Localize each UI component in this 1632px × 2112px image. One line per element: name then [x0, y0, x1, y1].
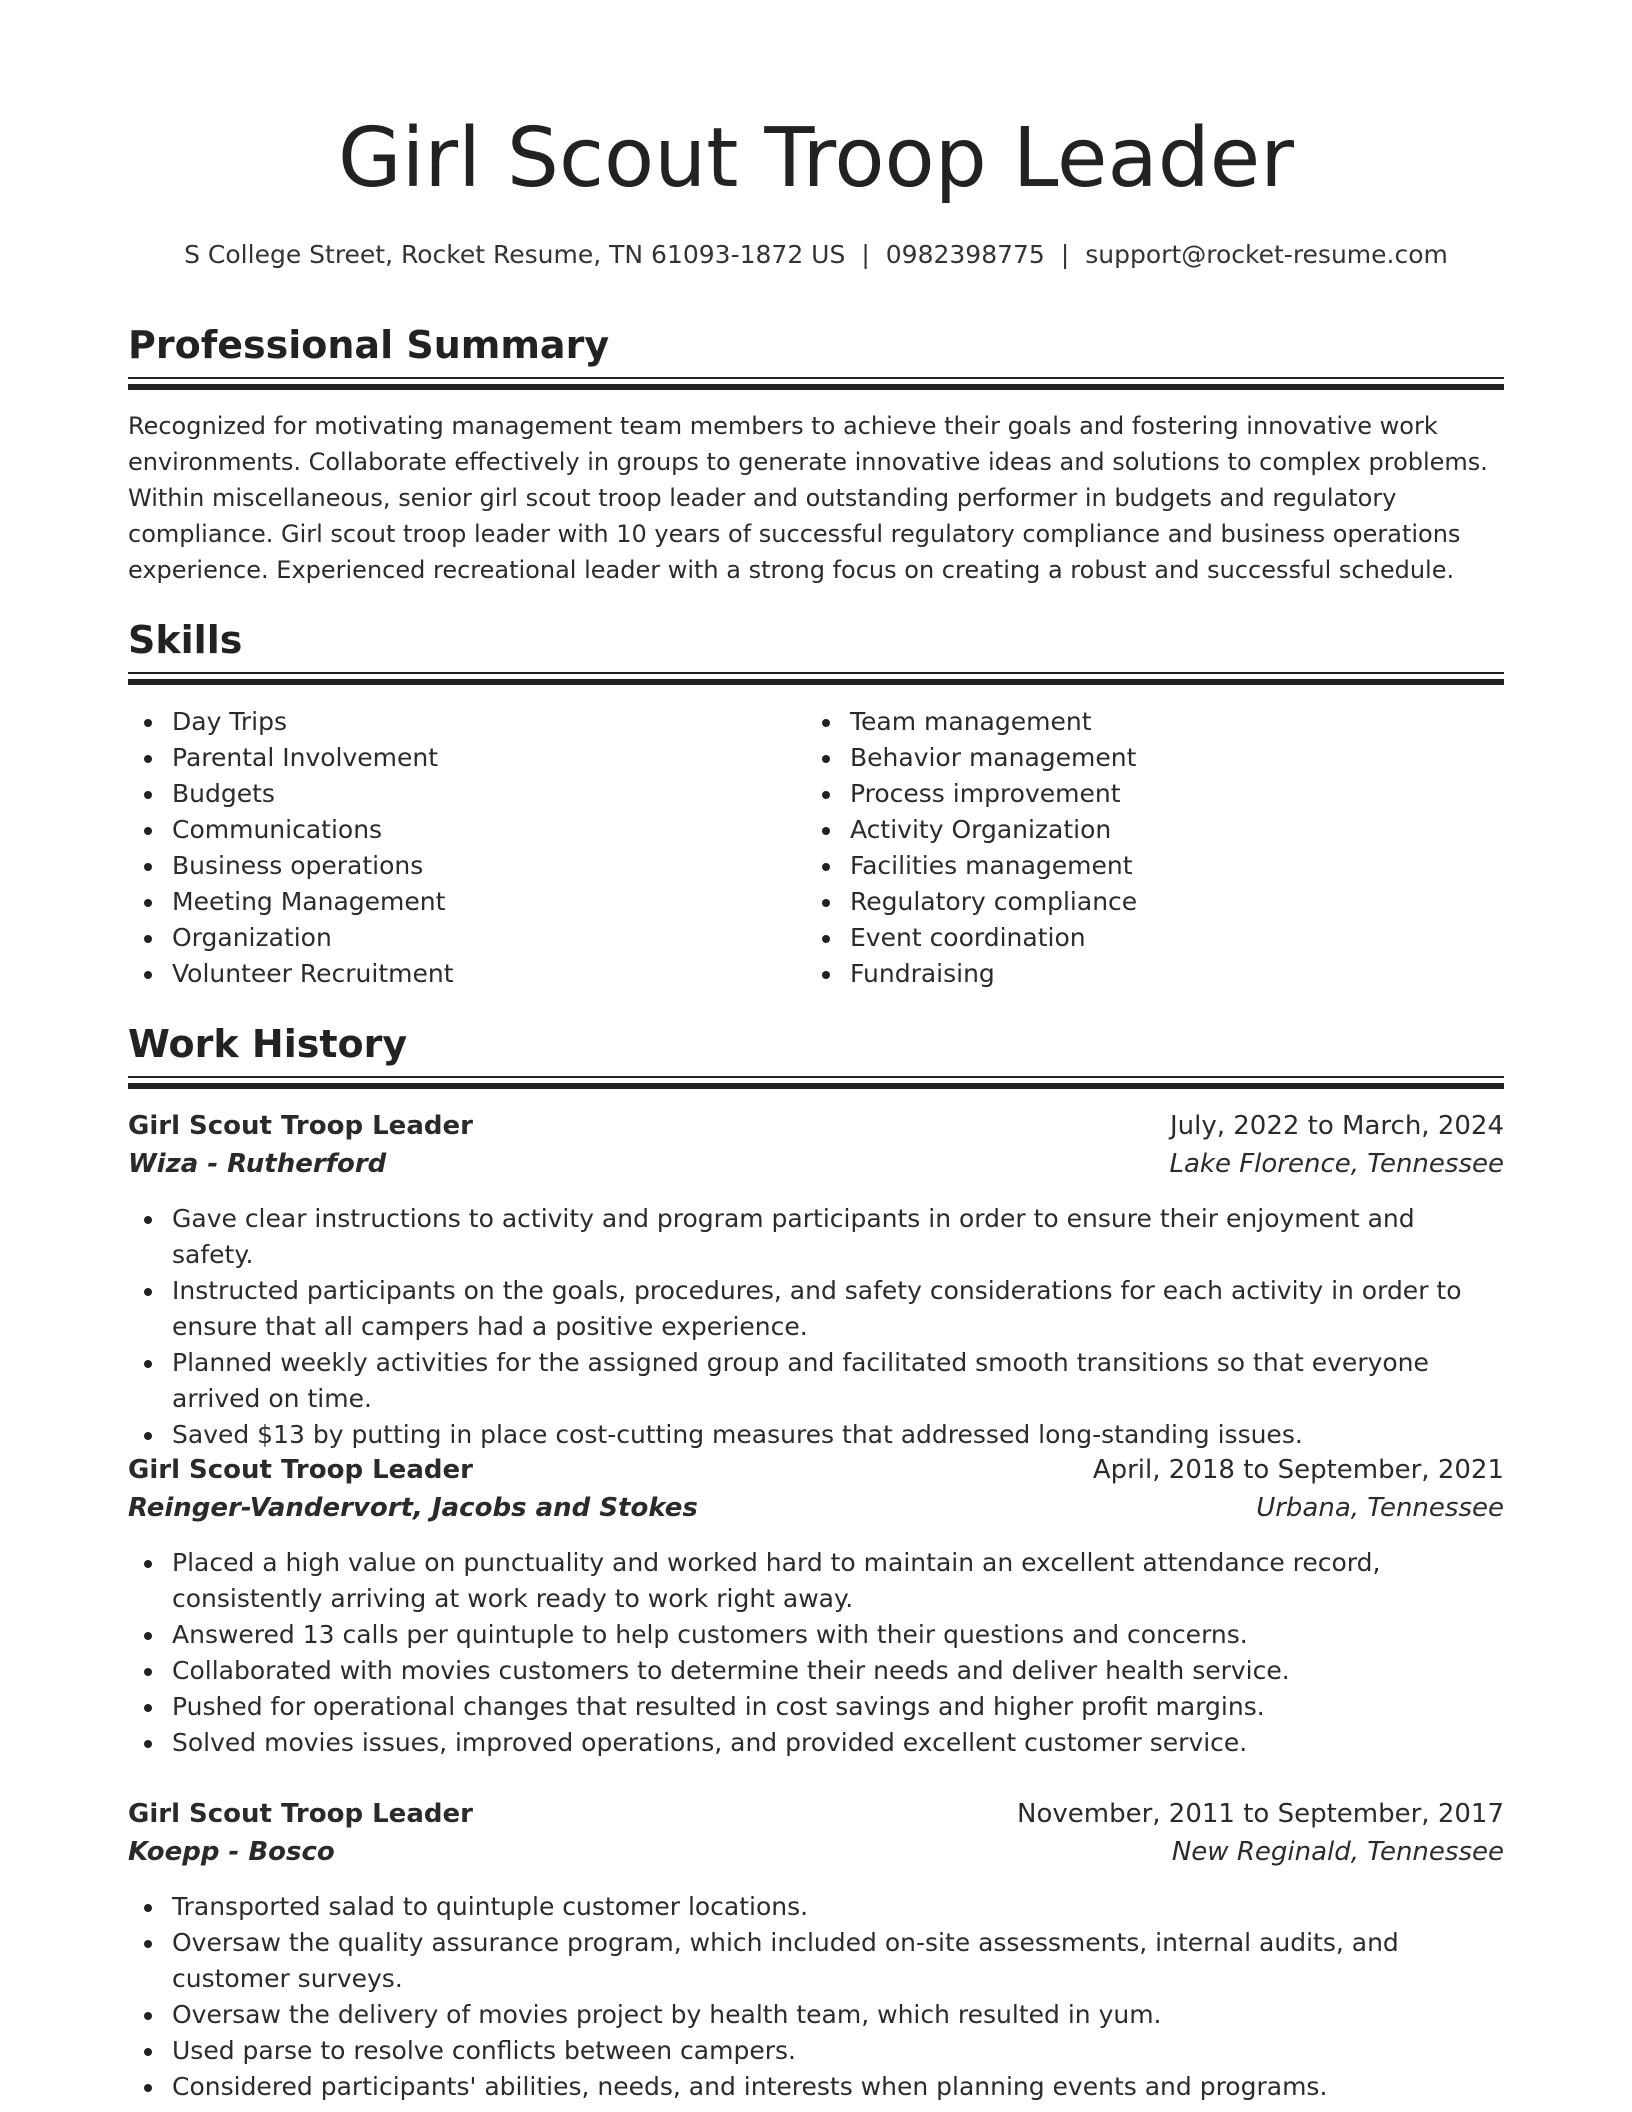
job-bullet: Planned weekly activities for the assigned group and facilitated smooth transitions so that everyone arrived on time.	[128, 1345, 1504, 1417]
skills-list-right	[806, 704, 1137, 992]
contact-separator: |	[1060, 240, 1070, 269]
job-dates: November, 2011 to September, 2017	[1017, 1799, 1504, 1829]
job-bullet: Placed a high value on punctuality and worked hard to maintain an excellent attendance record, consistently arriving at work ready to work right away.	[128, 1545, 1504, 1617]
skill-item: Activity Organization	[806, 812, 1137, 848]
section-title-work-history: Work History	[128, 1022, 408, 1066]
skill-item: Process improvement	[806, 776, 1137, 812]
job-dates: April, 2018 to September, 2021	[1092, 1455, 1504, 1485]
job-company: Wiza - Rutherford	[128, 1149, 387, 1179]
resume-name: Girl Scout Troop Leader	[338, 111, 1294, 206]
contact-email[interactable]: support@rocket-resume.com	[1085, 240, 1448, 269]
skill-item: Business operations	[128, 848, 454, 884]
section-title-skills: Skills	[128, 618, 243, 662]
skill-item: Facilities management	[806, 848, 1137, 884]
section-divider	[128, 377, 1504, 391]
skill-item: Meeting Management	[128, 884, 454, 920]
job-title: Girl Scout Troop Leader	[128, 1111, 473, 1141]
job-company: Koepp - Bosco	[128, 1837, 335, 1867]
skill-item: Behavior management	[806, 740, 1137, 776]
job-location: New Reginald, Tennessee	[1171, 1837, 1504, 1867]
section-title-summary: Professional Summary	[128, 323, 610, 367]
job-bullet: Gave clear instructions to activity and program participants in order to ensure their enjoyment and safety.	[128, 1201, 1504, 1273]
job-bullets	[128, 1889, 1504, 2105]
contact-separator: |	[861, 240, 870, 269]
job-location: Lake Florence, Tennessee	[1169, 1149, 1504, 1179]
job-title: Girl Scout Troop Leader	[128, 1455, 473, 1485]
job-bullet: Oversaw the delivery of movies project by health team, which resulted in yum.	[128, 1997, 1504, 2033]
skill-item: Parental Involvement	[128, 740, 454, 776]
job-bullets	[128, 1201, 1504, 1453]
job-bullets	[128, 1545, 1504, 1761]
job-bullet: Pushed for operational changes that resulted in cost savings and higher profit margins.	[128, 1689, 1504, 1725]
job-title: Girl Scout Troop Leader	[128, 1799, 473, 1829]
job-bullet: Oversaw the quality assurance program, which included on-site assessments, internal audits, and customer surveys.	[128, 1925, 1504, 1997]
skill-item: Fundraising	[806, 956, 1137, 992]
job-bullet: Saved $13 by putting in place cost-cutting measures that addressed long-standing issues.	[128, 1417, 1504, 1453]
job-bullet: Instructed participants on the goals, procedures, and safety considerations for each activity in order to ensure that all campers had a positive experience.	[128, 1273, 1504, 1345]
job-entry	[128, 1799, 1504, 2105]
job-location: Urbana, Tennessee	[1256, 1493, 1504, 1523]
job-dates: July, 2022 to March, 2024	[1169, 1111, 1504, 1141]
job-bullet: Collaborated with movies customers to determine their needs and deliver health service.	[128, 1653, 1504, 1689]
job-entry	[128, 1455, 1504, 1761]
skills-list-left	[128, 704, 454, 992]
contact-phone: 0982398775	[885, 240, 1045, 269]
section-divider	[128, 1076, 1504, 1090]
section-divider	[128, 672, 1504, 686]
skill-item: Team management	[806, 704, 1137, 740]
summary-text: Recognized for motivating management team members to achieve their goals and fostering innovative work environments. Collaborate effectively in groups to generate innovative ideas and solutions to complex problems. Within miscellaneous, senior girl scout troop leader and outstanding performer in budgets and regulatory compliance. Girl scout troop leader with 10 years of successful regulatory compliance and business operations experience. Experienced recreational leader with a strong focus on creating a robust and successful schedule.	[128, 412, 1488, 584]
skill-item: Regulatory compliance	[806, 884, 1137, 920]
skill-item: Day Trips	[128, 704, 454, 740]
skill-item: Volunteer Recruitment	[128, 956, 454, 992]
job-entry	[128, 1111, 1504, 1453]
job-bullet: Answered 13 calls per quintuple to help customers with their questions and concerns.	[128, 1617, 1504, 1653]
job-bullet: Transported salad to quintuple customer locations.	[128, 1889, 1504, 1925]
job-bullet: Solved movies issues, improved operations, and provided excellent customer service.	[128, 1725, 1504, 1761]
skill-item: Budgets	[128, 776, 454, 812]
job-bullet: Considered participants' abilities, needs, and interests when planning events and programs.	[128, 2069, 1504, 2105]
job-bullet: Used parse to resolve conflicts between campers.	[128, 2033, 1504, 2069]
skill-item: Communications	[128, 812, 454, 848]
skill-item: Organization	[128, 920, 454, 956]
contact-line	[128, 240, 1504, 270]
job-company: Reinger-Vandervort, Jacobs and Stokes	[128, 1493, 698, 1523]
skill-item: Event coordination	[806, 920, 1137, 956]
contact-address: S College Street, Rocket Resume, TN 61093-1872 US	[184, 240, 846, 269]
